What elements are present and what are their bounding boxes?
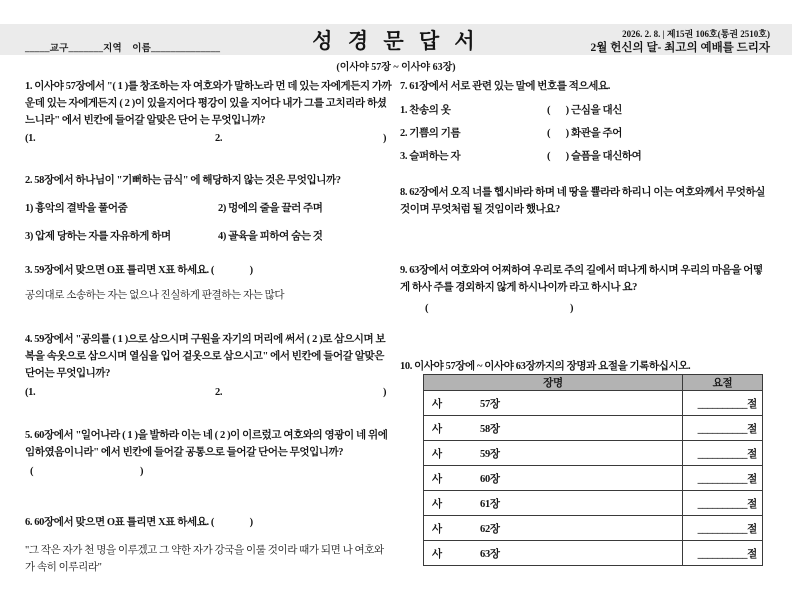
option-1: 1) 흉악의 결박을 풀어줌: [25, 203, 128, 214]
answer-close-paren: ): [383, 387, 387, 398]
answer-close-paren: ): [140, 466, 144, 477]
verse-blank: __________절: [683, 391, 763, 416]
chapter-label: 62장: [480, 523, 500, 535]
chapter-label: 57장: [480, 398, 500, 410]
question-2: 2. 58장에서 하나님이 "기뻐하는 금식" 에 해당하지 않는 것은 무엇입니까?: [25, 175, 341, 186]
book-abbrev: 사: [432, 448, 442, 460]
verse-blank: __________절: [683, 491, 763, 516]
option-3: 3) 압제 당하는 자를 자유하게 하며: [25, 231, 171, 242]
match-left-1: 1. 찬송의 옷: [400, 105, 451, 116]
match-right-3: ( ) 슬픔을 대신하여: [547, 151, 642, 162]
verse-blank: __________절: [683, 441, 763, 466]
answer-close-paren: ): [383, 133, 387, 144]
question-1-answer-line: [25, 133, 393, 149]
question-5: 5. 60장에서 "일어나라 ( 1 )을 발하라 이는 네 ( 2 )이 이르렀고 여호와의 영광이 네 위에 임하였음이니라" 에서 빈칸에 들어갈 공통으로 들어갈 단어는 무엇입니까?: [25, 430, 388, 458]
answer-open-paren: (: [425, 303, 429, 314]
answer-open-paren: (: [30, 466, 34, 477]
registration-line: _____교구_______지역 이름______________: [25, 44, 221, 54]
question-10: 10. 이사야 57장에 ~ 이사야 63장까지의 장명과 요절을 기록하십시오.: [400, 361, 691, 372]
chapter-label: 59장: [480, 448, 500, 460]
book-abbrev: 사: [432, 473, 442, 485]
table-row: [424, 416, 763, 441]
match-right-2: ( ) 화관을 주어: [547, 128, 622, 139]
table-row: [424, 541, 763, 566]
book-abbrev: 사: [432, 423, 442, 435]
option-2: 2) 멍에의 줄을 끌러 주며: [218, 203, 323, 214]
question-1: 1. 이사야 57장에서 "( 1 )를 창조하는 자 여호와가 말하노라 먼 데 있는 자에게든지 가까운데 있는 자에게든지 ( 2 )이 있을지어다 평강이 있을 지어다 내가 그를 고치리라 하셨느니라" 에서 빈칸에 들어갈 알맞은 단어 는 무엇입니까?: [25, 81, 392, 126]
chapter-verse-table: [423, 374, 763, 566]
verse-blank: __________절: [683, 416, 763, 441]
scripture-range: (이사야 57장 ~ 이사야 63장): [336, 62, 456, 73]
match-row-3: [400, 148, 770, 164]
table-row: [424, 441, 763, 466]
verse-blank: __________절: [683, 541, 763, 566]
book-abbrev: 사: [432, 498, 442, 510]
verse-blank: __________절: [683, 466, 763, 491]
match-row-1: [400, 102, 770, 118]
chapter-label: 63장: [480, 548, 500, 560]
answer-close-paren: ): [570, 303, 574, 314]
question-7: 7. 61장에서 서로 관련 있는 말에 번호를 적으세요.: [400, 81, 610, 92]
question-3: 3. 59장에서 맞으면 O표 틀리면 X표 하세요. ( ): [25, 265, 253, 276]
chapter-label: 60장: [480, 473, 500, 485]
book-abbrev: 사: [432, 523, 442, 535]
question-2-options-row-1: [25, 200, 393, 216]
answer-blank-mid: 2.: [215, 387, 223, 398]
table-header-row: [424, 375, 763, 391]
table-row: [424, 466, 763, 491]
question-9: 9. 63장에서 여호와여 어찌하여 우리로 주의 길에서 떠나게 하시며 우리의 마음을 어떻게 하사 주를 경외하지 않게 하시나이까 라고 하시나 요?: [400, 265, 763, 293]
column-header-verse: 요절: [683, 375, 763, 391]
question-8: 8. 62장에서 오직 너를 헵시바라 하며 네 땅을 쁄라라 하리니 이는 여호와께서 무엇하실 것이며 무엇처럼 될 것임이라 했나요?: [400, 187, 765, 215]
match-left-3: 3. 슬퍼하는 자: [400, 151, 461, 162]
table-row: [424, 516, 763, 541]
question-4-answer-line: [25, 387, 393, 403]
question-5-answer-line: [25, 466, 393, 482]
book-abbrev: 사: [432, 398, 442, 410]
question-2-options-row-2: [25, 228, 393, 244]
verse-blank: __________절: [683, 516, 763, 541]
match-right-1: ( ) 근심을 대신: [547, 105, 622, 116]
monthly-theme: 2월 헌신의 달- 최고의 예배를 드리자: [590, 42, 770, 54]
answer-blank-open: (1.: [25, 133, 36, 144]
question-3-statement: 공의대로 소송하는 자는 없으나 진실하게 판결하는 자는 많다: [25, 290, 285, 301]
match-left-2: 2. 기쁨의 기름: [400, 128, 461, 139]
page-title: 성 경 문 답 서: [312, 29, 480, 53]
question-6: 6. 60장에서 맞으면 O표 틀리면 X표 하세요. ( ): [25, 517, 253, 528]
option-4: 4) 골육을 피하여 숨는 것: [218, 231, 323, 242]
book-abbrev: 사: [432, 548, 442, 560]
issue-info: 2026. 2. 8. | 제15권 106호(통권 2510호): [622, 29, 770, 39]
chapter-label: 61장: [480, 498, 500, 510]
question-6-statement: "그 작은 자가 천 명을 이루겠고 그 약한 자가 강국을 이룰 것이라 때가 되면 나 여호와가 속히 이루리라": [25, 545, 384, 573]
table-row: [424, 491, 763, 516]
answer-blank-open: (1.: [25, 387, 36, 398]
match-row-2: [400, 125, 770, 141]
table-row: [424, 391, 763, 416]
column-header-chapter: 장명: [424, 375, 683, 391]
chapter-label: 58장: [480, 423, 500, 435]
question-9-answer-line: [400, 303, 770, 319]
question-4: 4. 59장에서 "공의를 ( 1 )으로 삼으시며 구원을 자기의 머리에 써서 ( 2 )로 삼으시며 보복을 속옷으로 삼으시며 열심을 입어 겉옷으로 삼으시고" 에서 빈칸에 들어갈 알맞은 단어는 무엇입니까?: [25, 334, 386, 379]
answer-blank-mid: 2.: [215, 133, 223, 144]
